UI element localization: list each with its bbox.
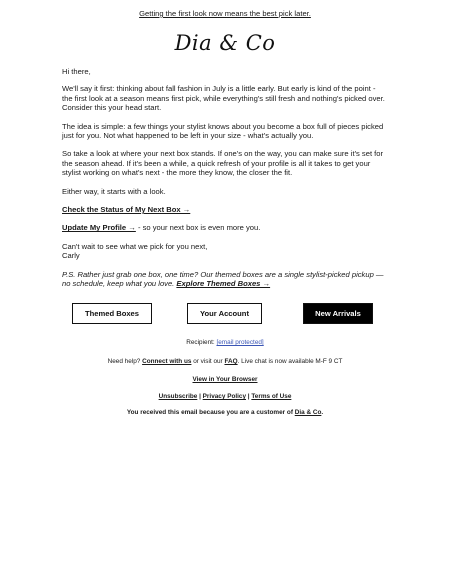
paragraph-either-way: Either way, it starts with a look. — [62, 186, 166, 196]
signoff-name: Carly — [62, 251, 80, 261]
received-prefix: You received this email because you are a customer of — [126, 409, 295, 416]
terms-of-use-link[interactable]: Terms of Use — [251, 393, 292, 400]
connect-with-us-link[interactable]: Connect with us — [142, 358, 192, 365]
help-line — [0, 358, 450, 365]
recipient-label: Recipient: — [186, 339, 217, 346]
profile-cta-suffix: - so your next box is even more you. — [135, 223, 261, 233]
received-suffix: . — [321, 409, 324, 416]
paragraph-intro: We'll say it first: thinking about fall fashion in July is a little early. But early is kind of the point - the first look at a season means first pick, while everything's still fresh and nothing's picked over. Consider this your head start. — [62, 84, 385, 113]
update-profile-link[interactable]: Update My Profile → — [62, 223, 136, 233]
check-status-link[interactable]: Check the Status of My Next Box → — [62, 205, 191, 215]
help-mid: or visit our — [191, 358, 225, 365]
postscript-text: P.S. Rather just grab one box, one time? Our themed boxes are a single stylist-picked pickup — no schedule, keep what you love. — [62, 269, 384, 289]
preheader-link[interactable]: Getting the first look now means the best pick later. — [139, 9, 311, 18]
separator: | — [246, 393, 252, 400]
new-arrivals-button[interactable]: New Arrivals — [303, 303, 373, 324]
preheader — [0, 9, 450, 18]
cta-status-line — [62, 205, 388, 214]
privacy-policy-link[interactable]: Privacy Policy — [202, 393, 247, 400]
legal-links — [0, 393, 450, 400]
unsubscribe-link[interactable]: Unsubscribe — [158, 393, 198, 400]
brand-logo[interactable]: Dia & Co — [174, 31, 276, 55]
cta-profile-line — [62, 223, 388, 232]
signoff-line: Can't wait to see what we pick for you next, — [62, 241, 208, 251]
view-browser-line — [0, 376, 450, 383]
help-prefix: Need help? — [107, 358, 143, 365]
recipient-email-link[interactable]: [email protected] — [216, 339, 264, 346]
recipient-line — [0, 339, 450, 346]
button-row — [72, 303, 378, 326]
postscript — [62, 270, 388, 289]
dia-co-link[interactable]: Dia & Co — [294, 409, 322, 416]
greeting: Hi there, — [62, 67, 91, 76]
received-notice — [0, 409, 450, 416]
help-suffix: . Live chat is now available M-F 9 CT — [237, 358, 343, 365]
faq-link[interactable]: FAQ — [224, 358, 238, 365]
view-in-browser-link[interactable]: View in Your Browser — [192, 376, 258, 383]
themed-boxes-button[interactable]: Themed Boxes — [72, 303, 152, 324]
paragraph-idea: The idea is simple: a few things your stylist knows about you become a box full of pieces picked just for you. Not what happened to be left in your size - what's actually you. — [62, 121, 384, 141]
your-account-button[interactable]: Your Account — [187, 303, 262, 324]
separator: | — [197, 393, 203, 400]
email-body — [62, 67, 388, 289]
paragraph-next-box: So take a look at where your next box stands. If one's on the way, you can make sure it's set for the season ahead. If it's been a while, a quick refresh of your profile is all it takes to get your stylist working on what's next - the more they know, the closer the fit. — [62, 149, 384, 178]
explore-themed-boxes-link[interactable]: Explore Themed Boxes → — [176, 279, 271, 289]
